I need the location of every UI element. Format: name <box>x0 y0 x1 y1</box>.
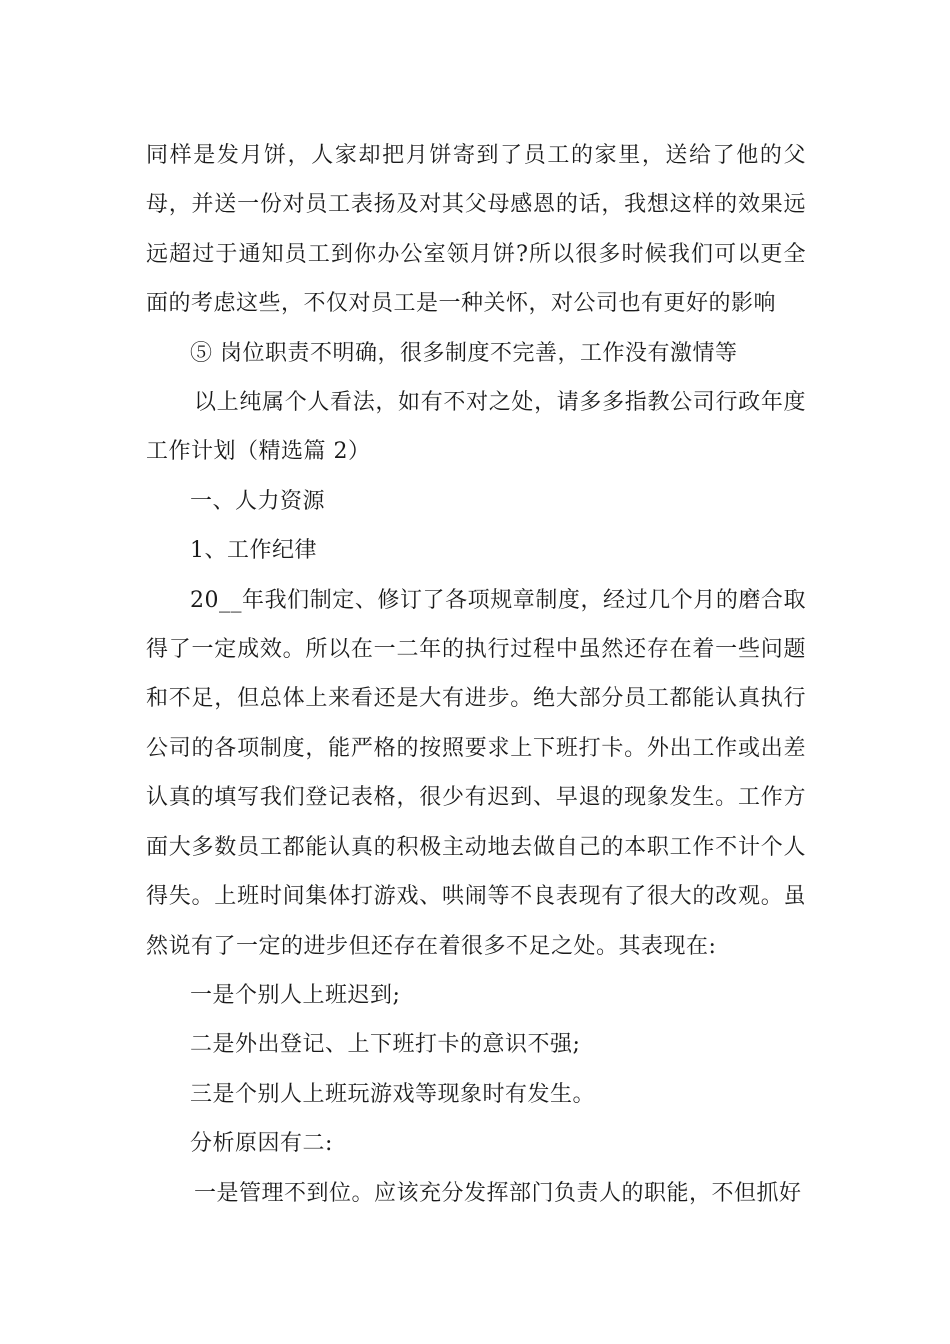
paragraph-discipline-summary: 20__年我们制定、修订了各项规章制度，经过几个月的磨合取得了一定成效。所以在一二年的执行过程中虽然还存在着一些问题和不足，但总体上来看还是大有进步。绝大部分员工都能认真执行公司的各项制度，能严格的按照要求上下班打卡。外出工作或出差认真的填写我们登记表格，很少有迟到、早退的现象发生。工作方面大多数员工都能认真的积极主动地去做自己的本职工作不计个人得失。上班时间集体打游戏、哄闹等不良表现有了很大的改观。虽然说有了一定的进步但还存在着很多不足之处。其表现在: <box>146 587 806 959</box>
paragraph-analysis-reason-1: 一是管理不到位。应该充分发挥部门负责人的职能，不但抓好 <box>194 1180 802 1206</box>
subsection-heading-discipline: 1、工作纪律 <box>190 538 317 564</box>
list-item-late: 一是个别人上班迟到; <box>190 982 401 1008</box>
list-item-games: 三是个别人上班玩游戏等现象时有发生。 <box>190 1081 596 1107</box>
paragraph-conclusion: 以上纯属个人看法，如有不对之处，请多多指教公司行政年度工作计划（精选篇 2） <box>146 390 806 465</box>
list-item-registration: 二是外出登记、上下班打卡的意识不强; <box>190 1032 581 1058</box>
paragraph-analysis-heading: 分析原因有二: <box>190 1131 333 1157</box>
paragraph-item-5: ⑤ 岗位职责不明确，很多制度不完善，工作没有激情等 <box>190 340 738 366</box>
section-heading-hr: 一、人力资源 <box>190 488 326 514</box>
document-body <box>146 131 806 1218</box>
paragraph-mooncake: 同样是发月饼，人家却把月饼寄到了员工的家里，送给了他的父母，并送一份对员工表扬及对其父母感恩的话，我想这样的效果远远超过于通知员工到你办公室领月饼?所以很多时候我们可以更全面的考虑这些，不仅对员工是一种关怀，对公司也有更好的影响 <box>146 143 806 317</box>
